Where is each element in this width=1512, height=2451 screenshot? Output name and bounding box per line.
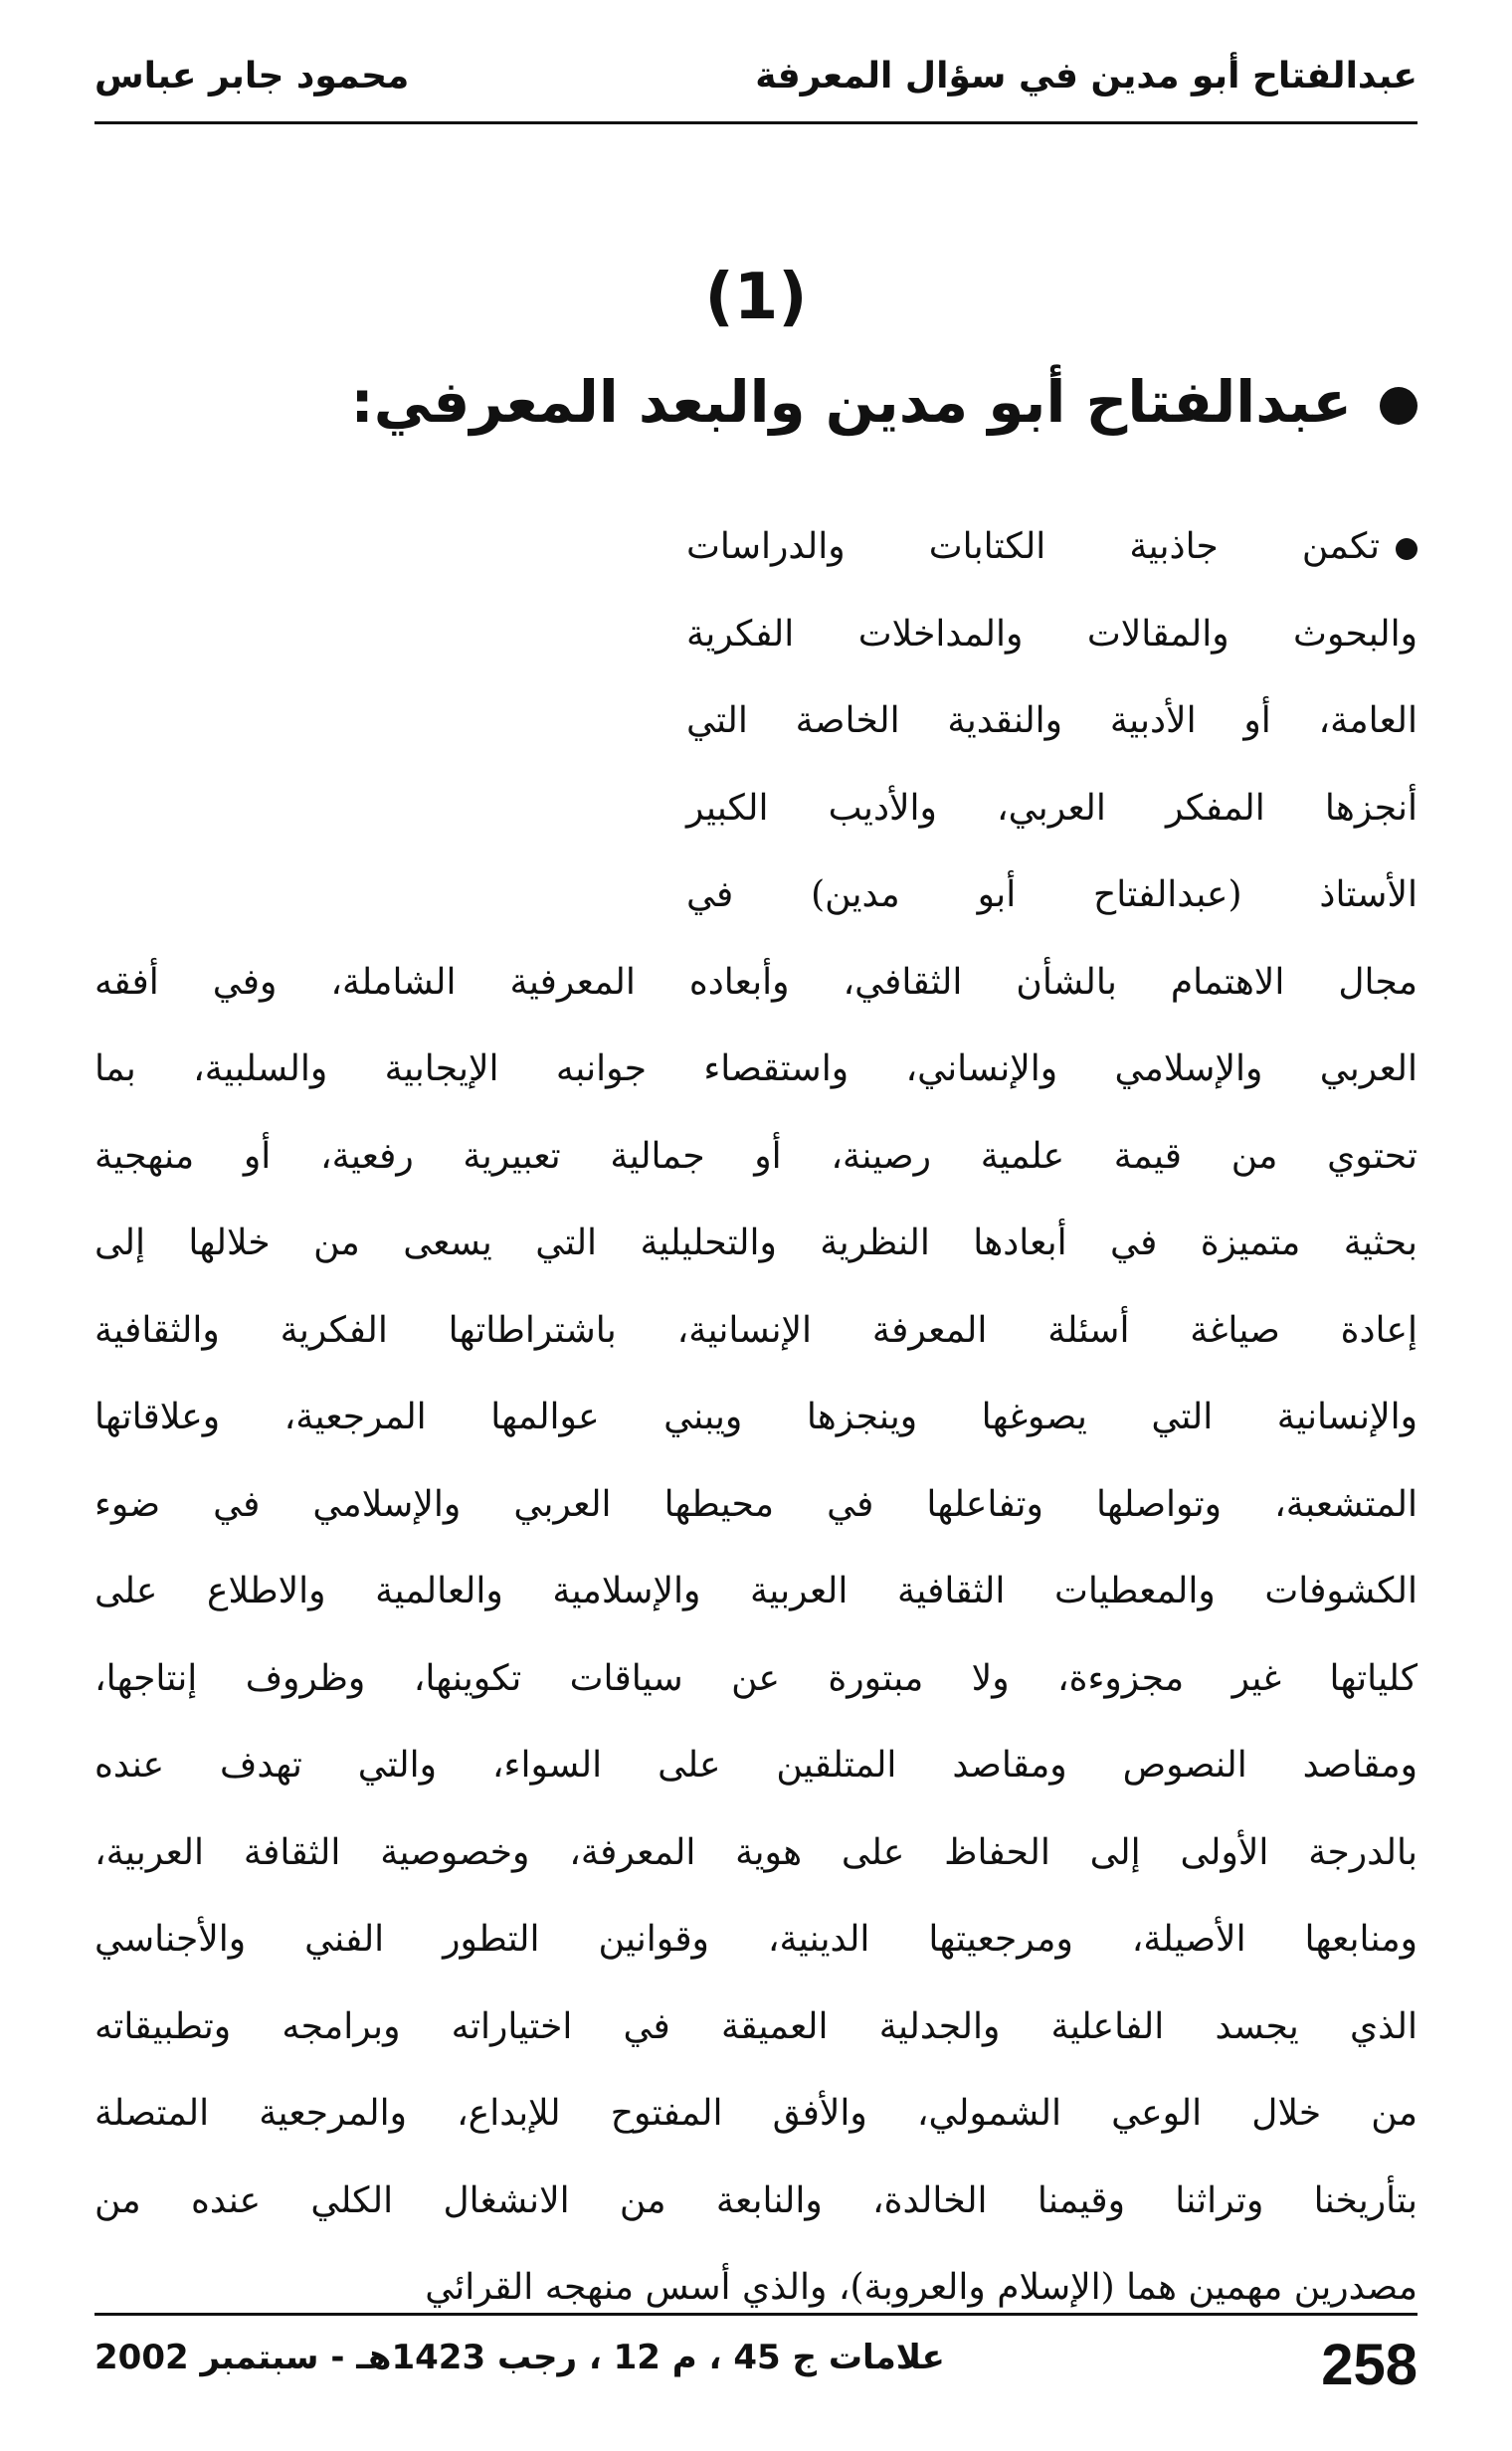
section-heading [94, 368, 1418, 436]
bullet-icon [1380, 387, 1418, 425]
running-header-author: محمود جابر عباس [94, 56, 410, 96]
page-footer [94, 2328, 1418, 2417]
section-number: (1) [704, 261, 808, 334]
lead-line: الأستاذ (عبدالفتاح أبو مدين) في [686, 874, 1418, 915]
lead-line: تكمن جاذبية الكتابات والدراسات [686, 503, 1418, 591]
body-line: الذي يجسد الفاعلية والجدلية العميقة في اختياراته وبرامجه وتطبيقاته [94, 2005, 1418, 2047]
body-line: الكشوفات والمعطيات الثقافية العربية والإسلامية والعالمية والاطلاع على [94, 1571, 1418, 1611]
bullet-icon [1396, 538, 1418, 560]
body-line: إعادة صياغة أسئلة المعرفة الإنسانية، باشتراطاتها الفكرية والثقافية [94, 1309, 1418, 1351]
header-rule [94, 121, 1418, 124]
page-number: 258 [1321, 2333, 1418, 2397]
body-line: ومقاصد النصوص ومقاصد المتلقين على السواء، والتي تهدف عنده [94, 1745, 1418, 1786]
body-line: كلياتها غير مجزوءة، ولا مبتورة عن سياقات تكوينها، وظروف إنتاجها، [94, 1657, 1418, 1699]
lead-line: أنجزها المفكر العربي، والأديب الكبير [686, 787, 1418, 829]
body-line: والإنسانية التي يصوغها وينجزها ويبني عوالمها المرجعية، وعلاقاتها [94, 1397, 1418, 1437]
body-line: بالدرجة الأولى إلى الحفاظ على هوية المعرفة، وخصوصية الثقافة العربية، [94, 1831, 1418, 1873]
body-line: العربي والإسلامي والإنساني، واستقصاء جوانبه الإيجابية والسلبية، بما [94, 1048, 1418, 1089]
lead-line: العامة، أو الأدبية والنقدية الخاصة التي [686, 700, 1418, 741]
body-line: المتشعبة، وتواصلها وتفاعلها في محيطها العربي والإسلامي في ضوء [94, 1483, 1418, 1525]
section-heading-text: عبدالفتاح أبو مدين والبعد المعرفي: [350, 368, 1352, 436]
body-line: مصدرين مهمين هما (الإسلام والعروبة)، والذي أسس منهجه القرائي [425, 2267, 1418, 2308]
footer-rule [94, 2313, 1418, 2316]
lead-line: والبحوث والمقالات والمداخلات الفكرية [686, 613, 1418, 655]
journal-reference: علامات ج 45 ، م 12 ، رجب 1423هـ - سبتمبر 2002 [94, 2338, 945, 2377]
running-header [94, 42, 1418, 121]
body-line: تحتوي من قيمة علمية رصينة، أو جمالية تعبيرية رفعية، أو منهجية [94, 1135, 1418, 1177]
body-line: مجال الاهتمام بالشأن الثقافي، وأبعاده المعرفية الشاملة، وفي أفقه [94, 961, 1418, 1003]
body-line: من خلال الوعي الشمولي، والأفق المفتوح للإبداع، والمرجعية المتصلة [94, 2093, 1418, 2134]
body-line: ومنابعها الأصيلة، ومرجعيتها الدينية، وقوانين التطور الفني والأجناسي [94, 1919, 1418, 1960]
body-line: بتأريخنا وتراثنا وقيمنا الخالدة، والنابعة من الانشغال الكلي عنده من [94, 2179, 1418, 2221]
body-text [94, 503, 1418, 2332]
body-line: بحثية متميزة في أبعادها النظرية والتحليلية التي يسعى من خلالها إلى [94, 1223, 1418, 1263]
running-header-book-title: عبدالفتاح أبو مدين في سؤال المعرفة [755, 56, 1418, 96]
